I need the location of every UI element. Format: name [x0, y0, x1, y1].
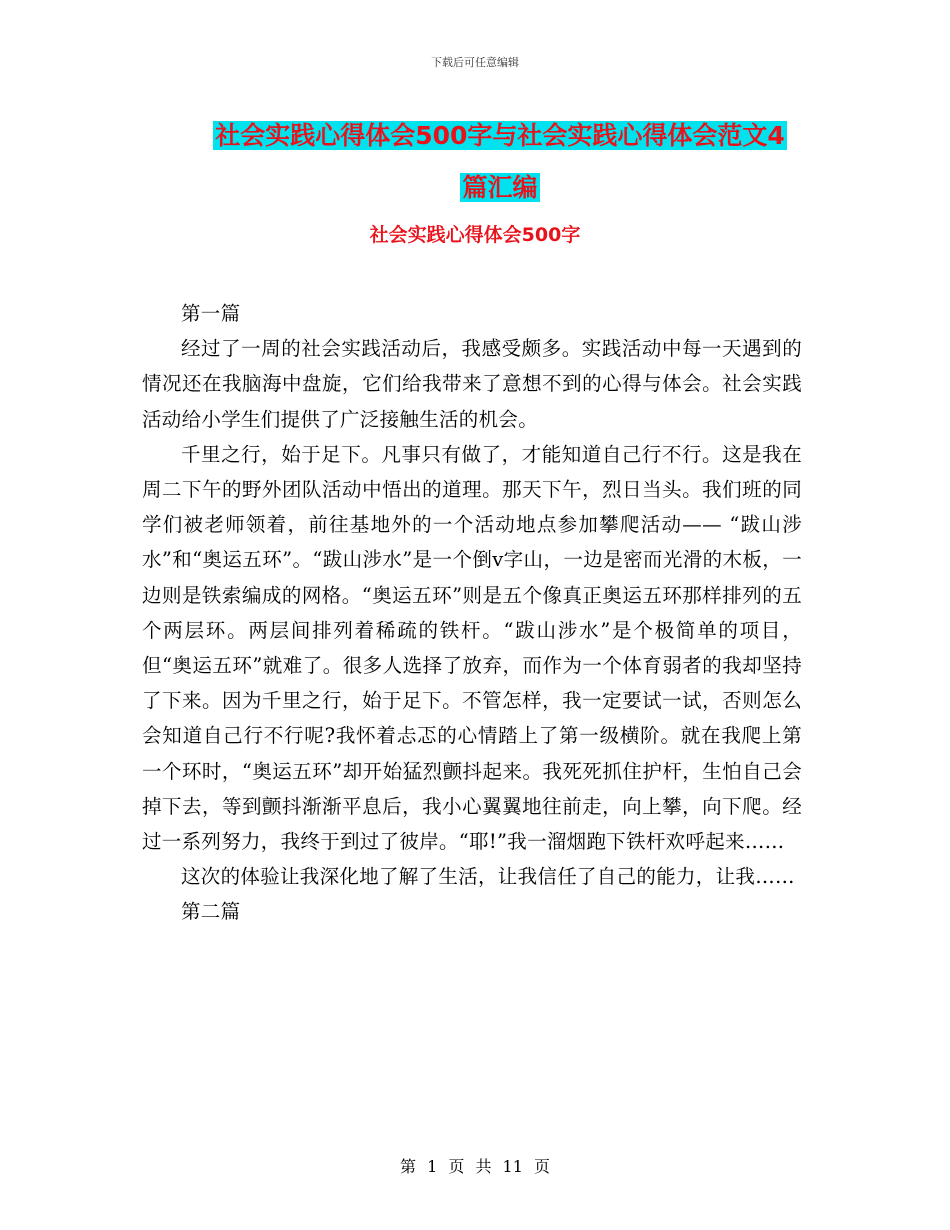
- document-title: [140, 110, 860, 214]
- part-heading-1: 第一篇: [181, 302, 241, 325]
- body-text: [142, 296, 802, 930]
- part-heading-2: 第二篇: [181, 900, 241, 924]
- paragraph-3: 这次的体验让我深化地了解了生活，让我信任了自己的能力，让我……: [181, 865, 795, 889]
- paragraph-1: 经过了一周的社会实践活动后，我感受颇多。实践活动中每一天遇到的情况还在我脑海中盘旋，它们给我带来了意想不到的心得与体会。社会实践活动给小学生们提供了广泛接触生活的机会。: [142, 337, 802, 431]
- page-footer: 第 1 页 共 11 页: [400, 1157, 550, 1176]
- header-note: 下载后可任意编辑: [431, 56, 519, 69]
- document-title-line2: 篇汇编: [462, 173, 538, 202]
- section-title: 社会实践心得体会500字: [369, 224, 581, 246]
- paragraph-2: 千里之行，始于足下。凡事只有做了，才能知道自己行不行。这是我在周二下午的野外团队活动中悟出的道理。那天下午，烈日当头。我们班的同学们被老师领着，前往基地外的一个活动地点参加攀爬活动—— “跋山涉水”和“奥运五环”。“跋山涉水”是一个倒v字山，一边是密而光滑的木板，一边则是铁索编成的网格。“奥运五环”则是五个像真正奥运五环那样排列的五个两层环。两层间排列着稀疏的铁杆。“跋山涉水”是个极简单的项目，但“奥运五环”就难了。很多人选择了放弃，而作为一个体育弱者的我却坚持了下来。因为千里之行，始于足下。不管怎样，我一定要试一试，否则怎么会知道自己行不行呢?我怀着忐忑的心情踏上了第一级横阶。就在我爬上第一个环时，“奥运五环”却开始猛烈颤抖起来。我死死抓住护杆，生怕自己会掉下去，等到颤抖渐渐平息后，我小心翼翼地往前走，向上攀，向下爬。经过一系列努力，我终于到过了彼岸。“耶!”我一溜烟跑下铁杆欢呼起来……: [142, 442, 802, 854]
- document-title-line1: 社会实践心得体会500字与社会实践心得体会范文4: [215, 121, 785, 150]
